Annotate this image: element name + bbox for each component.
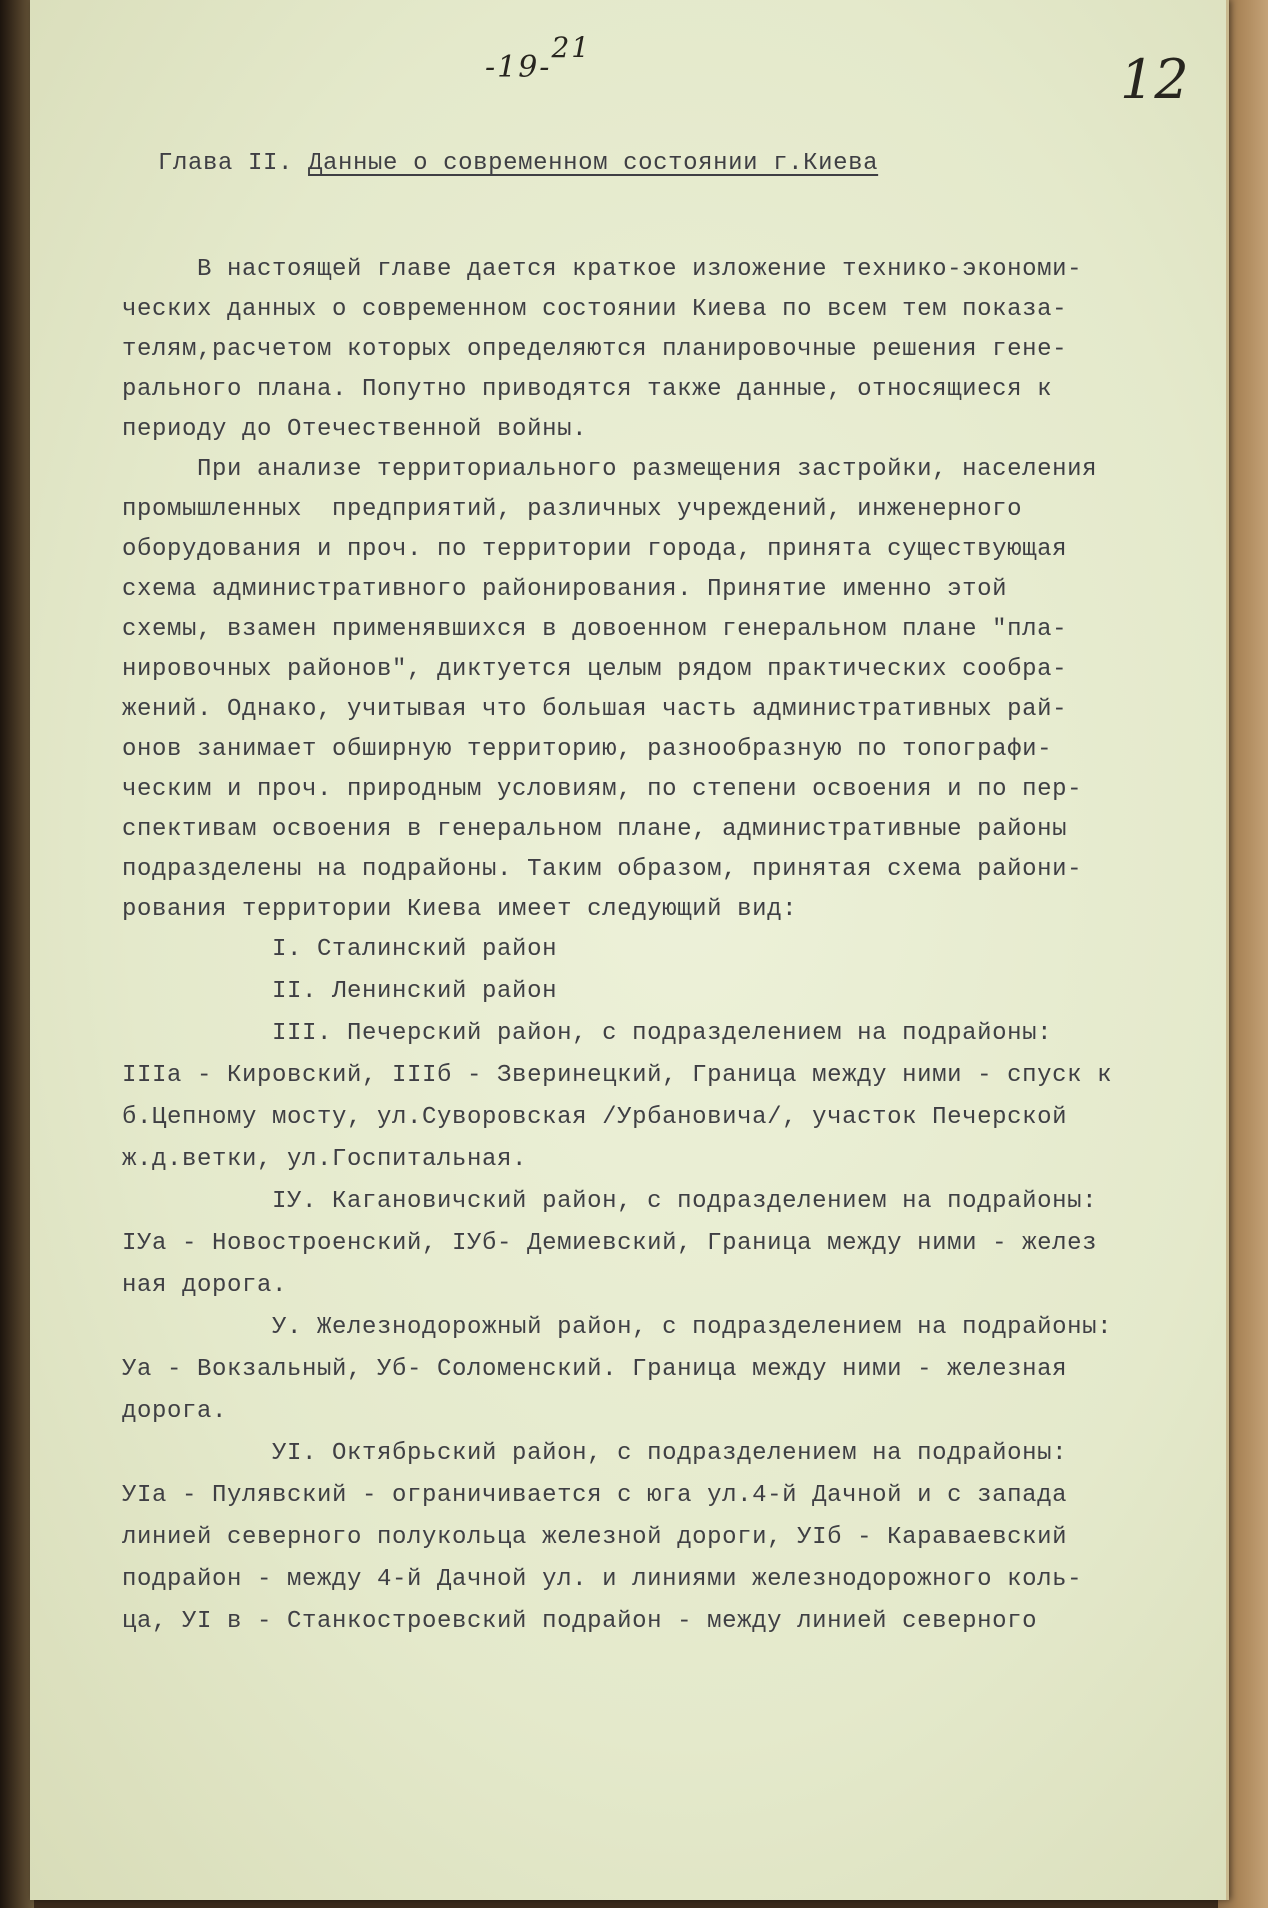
folder-edge-left (0, 0, 34, 1908)
list-item: I. Сталинский район (122, 936, 558, 963)
folio-number: 12 (1120, 48, 1189, 111)
list-item: III. Печерский район, с подразделением на подрайоны: (122, 1020, 1053, 1047)
body-line: нировочных районов", диктуется целым рядом практических сообра- (122, 656, 1068, 683)
body-line: жений. Однако, учитывая что большая часть административных рай- (122, 696, 1068, 723)
body-line: рования территории Киева имеет следующий вид: (122, 896, 798, 923)
chapter-heading (158, 152, 878, 176)
body-line: При анализе территориального размещения застройки, населения (122, 456, 1098, 483)
body-line: В настоящей главе дается краткое изложение технико-экономи- (122, 256, 1083, 283)
list-item: IУ. Кагановичский район, с подразделением на подрайоны: (122, 1188, 1098, 1215)
body-line: рального плана. Попутно приводятся также данные, относящиеся к (122, 376, 1053, 403)
body-line: дорога. (122, 1398, 228, 1425)
body-line: промышленных предприятий, различных учреждений, инженерного (122, 496, 1023, 523)
body-line: ческим и проч. природным условиям, по степени освоения и по пер- (122, 776, 1083, 803)
body-line: подрайон - между 4-й Дачной ул. и линиями железнодорожного коль- (122, 1566, 1083, 1593)
list-item: У. Железнодорожный район, с подразделением на подрайоны: (122, 1314, 1113, 1341)
list-item: II. Ленинский район (122, 978, 558, 1005)
body-line: ца, УI в - Станкостроевский подрайон - между линией северного (122, 1608, 1038, 1635)
chapter-label: Глава II. (158, 150, 294, 177)
body-line: б.Цепному мосту, ул.Суворовская /Урбановича/, участок Печерской (122, 1104, 1068, 1131)
body-line: IIIа - Кировский, IIIб - Зверинецкий, Граница между ними - спуск к (122, 1062, 1113, 1089)
body-line: линией северного полукольца железной дороги, УIб - Караваевский (122, 1524, 1068, 1551)
body-line: телям,расчетом которых определяются планировочные решения гене- (122, 336, 1068, 363)
body-line: Уа - Вокзальный, Уб- Соломенский. Граница между ними - железная (122, 1356, 1068, 1383)
body-line: УIа - Пулявский - ограничивается с юга ул.4-й Дачной и с запада (122, 1482, 1068, 1509)
body-line: схема административного районирования. Принятие именно этой (122, 576, 1008, 603)
body-line: оборудования и проч. по территории города, принята существующая (122, 536, 1068, 563)
body-line: спективам освоения в генеральном плане, административные районы (122, 816, 1068, 843)
body-line: схемы, взамен применявшихся в довоенном генеральном плане "пла- (122, 616, 1068, 643)
body-line: подразделены на подрайоны. Таким образом, принятая схема райони- (122, 856, 1083, 883)
chapter-title: Данные о современном состоянии г.Киева (308, 150, 879, 177)
body-line: ная дорога. (122, 1272, 288, 1299)
body-line: онов занимает обширную территорию, разнообразную по топографи- (122, 736, 1053, 763)
body-line: периоду до Отечественной войны. (122, 416, 588, 443)
document-page (30, 0, 1229, 1900)
handwritten-page-number: -19-21 (485, 31, 592, 85)
body-line: IУа - Новостроенский, IУб- Демиевский, Граница между ними - желез (122, 1230, 1098, 1257)
list-item: УI. Октябрьский район, с подразделением на подрайоны: (122, 1440, 1068, 1467)
body-line: ж.д.ветки, ул.Госпитальная. (122, 1146, 528, 1173)
body-line: ческих данных о современном состоянии Киева по всем тем показа- (122, 296, 1068, 323)
